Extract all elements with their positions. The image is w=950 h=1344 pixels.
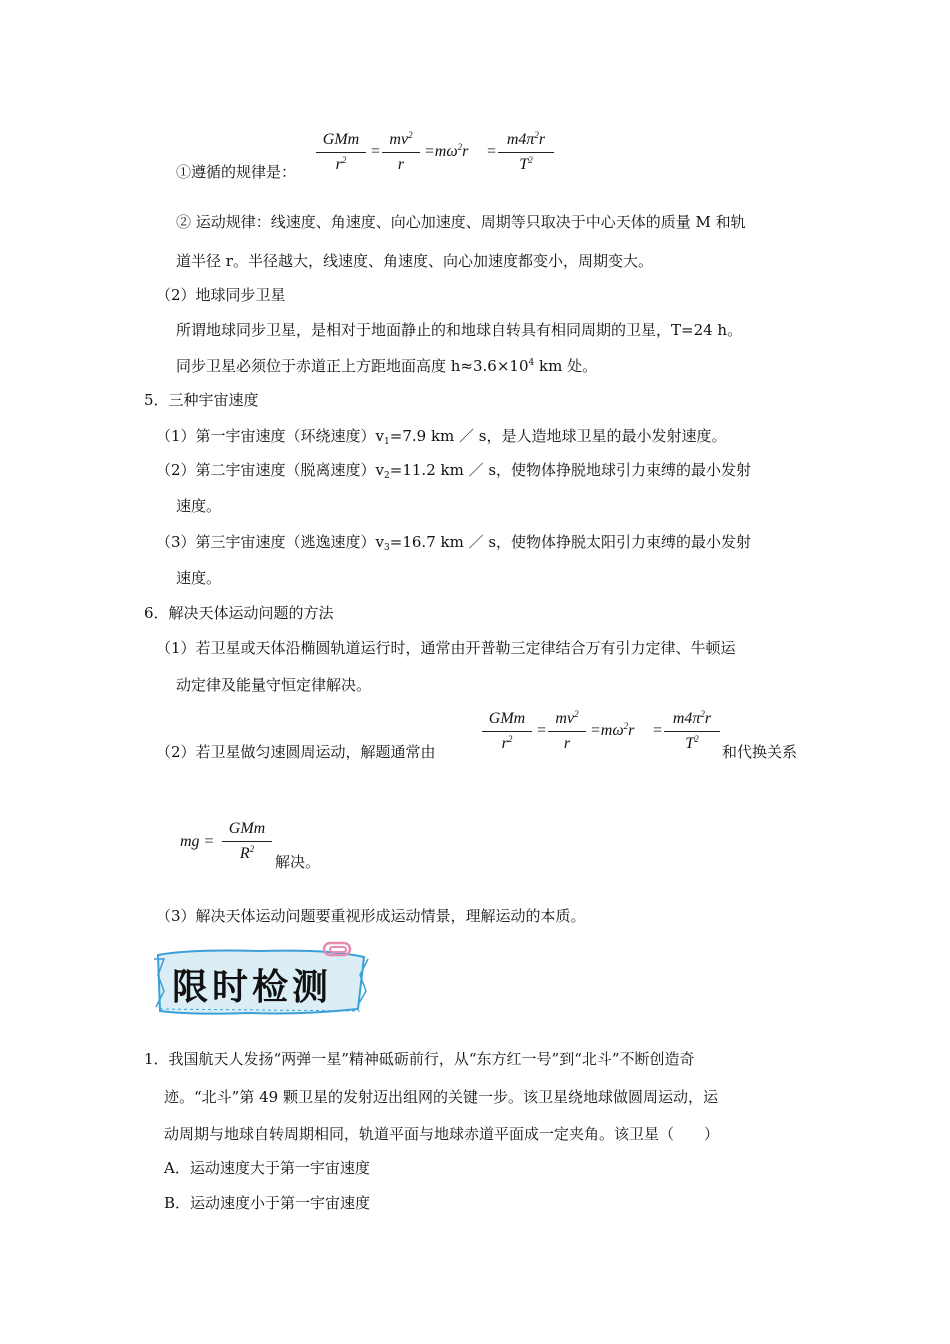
mg-lhs: mg = (180, 833, 215, 850)
fraction-mv2-r: $mv^2$ r (382, 131, 420, 174)
cosmic-velocity-3-cont: 速度。 (176, 569, 222, 587)
denominator: $r^2$ (335, 155, 347, 173)
fraction-mv2-r: $mv^2$ r (548, 710, 586, 753)
m-omega2-r: $=m\omega^2r$ (590, 721, 635, 739)
option-b[interactable]: B．运动速度小于第一宇宙速度 (164, 1194, 371, 1212)
motion-rule-line-1: ② 运动规律：线速度、角速度、向心加速度、周期等只取决于中心天体的质量 M 和轨 (176, 213, 746, 231)
method-1-line-2: 动定律及能量守恒定律解决。 (176, 676, 372, 694)
fraction-gmm-r2 (316, 131, 366, 174)
equals-sign: = (652, 722, 663, 739)
equals-sign: = (370, 143, 381, 160)
equals-sign: = (536, 722, 547, 739)
sync-satellite-line-2: 同步卫星必须位于赤道正上方距地面高度 $h\approx 3.6\times 10^4$ km 处。 (176, 357, 598, 375)
question-1-line-3: 动周期与地球自转周期相同，轨道平面与地球赤道平面成一定夹角。该卫星（ ） (164, 1125, 720, 1143)
fraction-m4pi2r-t2: $m4\pi^2r$ $T^2$ (664, 710, 720, 753)
question-1-line-2: 迹。“北斗”第 49 颗卫星的发射迈出组网的关键一步。该卫星绕地球做圆周运动，运 (164, 1088, 718, 1106)
method-1-line-1: （1）若卫星或天体沿椭圆轨道运行时，通常由开普勒三定律结合万有引力定律、牛顿运 (156, 639, 736, 657)
method-2-intro: （2）若卫星做匀速圆周运动，解题通常由 (156, 743, 436, 761)
section-5-heading: 5．三种宇宙速度 (144, 391, 259, 409)
question-1-line-1: 1．我国航天人发扬“两弹一星”精神砥砺前行，从“东方红一号”到“北斗”不断创造奇 (144, 1050, 695, 1068)
method-2-substitution: 和代换关系 (722, 743, 798, 761)
equals-sign: = (486, 143, 497, 160)
sync-satellite-heading: （2）地球同步卫星 (156, 286, 286, 304)
numerator: GMm (322, 131, 360, 148)
option-a[interactable]: A．运动速度大于第一宇宙速度 (164, 1159, 370, 1177)
fraction-gmm-r2: GMm $r^2$ (482, 710, 532, 753)
cosmic-velocity-2: （2）第二宇宙速度（脱离速度）$v_2=11.2$ km ／ s，使物体挣脱地球引力束缚的最小发射 (156, 461, 752, 481)
section-6-heading: 6．解决天体运动问题的方法 (144, 604, 334, 622)
fraction-gmm-R2: GMm $R^2$ (222, 820, 272, 863)
cosmic-velocity-3: （3）第三宇宙速度（逃逸速度）$v_3=16.7$ km ／ s，使物体挣脱太阳引力束缚的最小发射 (156, 533, 752, 553)
banner-title: 限时检测 (172, 967, 333, 1008)
cosmic-velocity-2-cont: 速度。 (176, 497, 222, 515)
method-3: （3）解决天体运动问题要重视形成运动情景，理解运动的本质。 (156, 907, 586, 925)
m-omega2-r: $=m\omega^2r$ (424, 142, 469, 160)
section-banner (150, 945, 372, 1019)
fraction-m4pi2r-t2: $m4\pi^2r$ $T^2$ (498, 131, 554, 174)
method-2-conclusion: 解决。 (275, 853, 321, 871)
paper-clip-icon (318, 939, 358, 961)
motion-rule-line-2: 道半径 r。半径越大，线速度、角速度、向心加速度都变小，周期变大。 (176, 252, 653, 270)
sync-satellite-line-1: 所谓地球同步卫星，是相对于地面静止的和地球自转具有相同周期的卫星，T=24 h。 (176, 321, 743, 339)
cosmic-velocity-1: （1）第一宇宙速度（环绕速度）$v_1=7.9$ km ／ s，是人造地球卫星的最小发射速度。 (156, 427, 727, 447)
rule-label: ①遵循的规律是： (176, 163, 297, 181)
